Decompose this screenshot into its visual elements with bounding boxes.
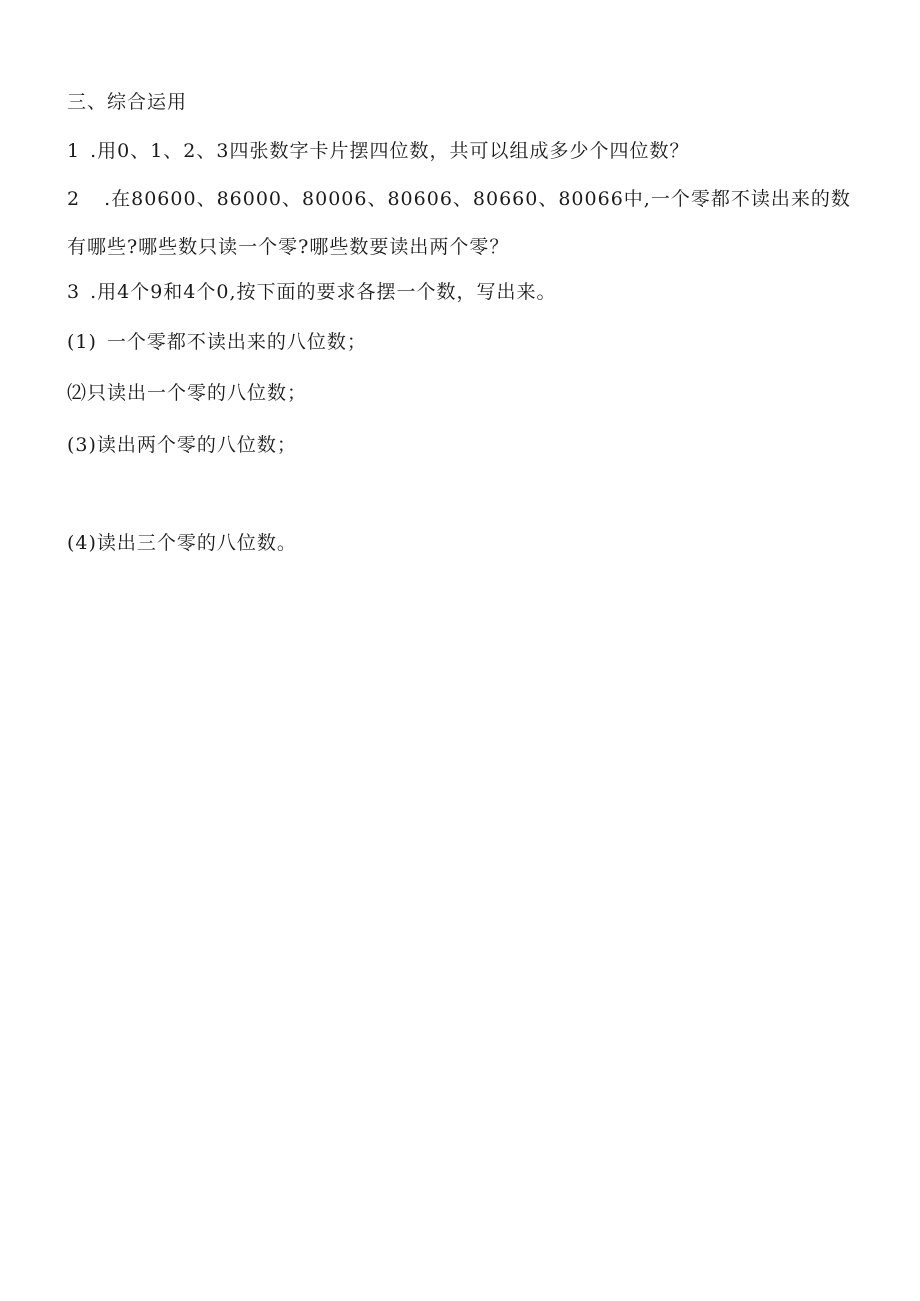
part-3-label: (3): [67, 434, 97, 456]
question-3-part-4: [67, 531, 297, 555]
question-3: [67, 280, 557, 304]
part-1-label: (1): [67, 331, 97, 353]
question-2-number: 2: [67, 188, 81, 210]
part-4-text: 读出三个零的八位数。: [96, 532, 297, 554]
section-heading: [67, 90, 187, 114]
question-3-text: .用4个9和4个0,按下面的要求各摆一个数，写出来。: [90, 281, 557, 303]
part-3-text: 读出两个零的八位数；: [96, 434, 297, 456]
question-2-text-line-2: 有哪些?哪些数只读一个零?哪些数要读出两个零？: [67, 236, 510, 258]
part-1-text: 一个零都不读出来的八位数；: [106, 331, 367, 353]
part-2-label: ⑵: [67, 382, 88, 404]
question-2-line-2: [67, 235, 509, 259]
question-3-part-1: [67, 330, 367, 354]
question-1-number: 1: [67, 140, 81, 162]
question-3-part-2: [67, 381, 307, 405]
section-heading-text: 三、综合运用: [67, 91, 188, 113]
question-2-line-1: [67, 187, 851, 211]
part-4-label: (4): [67, 532, 97, 554]
part-2-text: 只读出一个零的八位数；: [87, 382, 308, 404]
question-3-part-3: [67, 433, 297, 457]
question-3-number: 3: [67, 281, 81, 303]
question-2-text-line-1: .在80600、86000、80006、80606、80660、80066中,一个零都不读出来的数: [104, 188, 851, 210]
question-1-text: .用0、1、2、3四张数字卡片摆四位数，共可以组成多少个四位数？: [90, 140, 690, 162]
question-1: [67, 139, 690, 163]
